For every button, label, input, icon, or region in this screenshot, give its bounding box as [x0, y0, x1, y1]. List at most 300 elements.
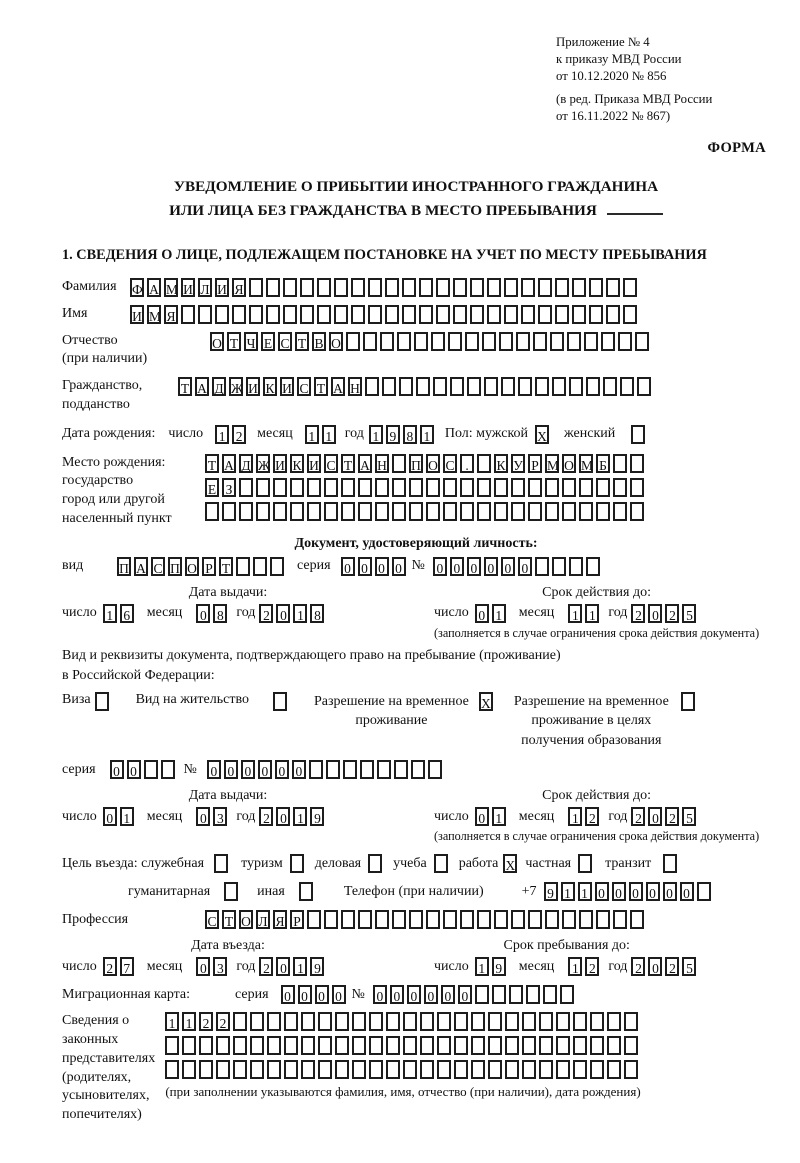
char-cell[interactable] — [216, 1036, 230, 1055]
char-cell[interactable] — [233, 1012, 247, 1031]
char-cell[interactable]: . — [460, 454, 474, 473]
char-cell[interactable] — [182, 1036, 196, 1055]
purpose-private-checkbox[interactable] — [578, 854, 592, 873]
char-cell[interactable]: 0 — [358, 557, 372, 576]
char-cell[interactable]: Ж — [229, 377, 243, 396]
char-cell[interactable]: 0 — [281, 985, 295, 1004]
char-cell[interactable] — [436, 305, 450, 324]
char-cell[interactable] — [358, 910, 372, 929]
char-cell[interactable] — [233, 1036, 247, 1055]
char-cell[interactable]: 0 — [484, 557, 498, 576]
char-cell[interactable] — [613, 502, 627, 521]
char-cell[interactable] — [419, 278, 433, 297]
char-cell[interactable]: И — [130, 305, 144, 324]
char-cell[interactable] — [382, 377, 396, 396]
char-cell[interactable] — [522, 1060, 536, 1079]
char-cell[interactable]: С — [151, 557, 165, 576]
char-cell[interactable]: О — [210, 332, 224, 351]
char-cell[interactable] — [556, 1036, 570, 1055]
purpose-official-checkbox[interactable] — [214, 854, 228, 873]
char-cell[interactable] — [199, 1060, 213, 1079]
char-cell[interactable] — [307, 478, 321, 497]
char-cell[interactable] — [460, 502, 474, 521]
char-cell[interactable] — [470, 278, 484, 297]
purpose-work-checkbox[interactable]: X — [503, 854, 517, 873]
char-cell[interactable]: 2 — [631, 807, 645, 826]
char-cell[interactable] — [618, 332, 632, 351]
char-cell[interactable]: 2 — [631, 604, 645, 623]
char-cell[interactable] — [283, 278, 297, 297]
char-cell[interactable] — [572, 278, 586, 297]
char-cell[interactable] — [326, 760, 340, 779]
char-cell[interactable] — [504, 305, 518, 324]
char-cell[interactable] — [586, 557, 600, 576]
char-cell[interactable]: Т — [178, 377, 192, 396]
char-cell[interactable] — [555, 278, 569, 297]
char-cell[interactable]: С — [297, 377, 311, 396]
char-cell[interactable] — [253, 557, 267, 576]
char-cell[interactable] — [454, 1036, 468, 1055]
char-cell[interactable] — [453, 305, 467, 324]
char-cell[interactable]: 8 — [403, 425, 417, 444]
char-cell[interactable] — [533, 332, 547, 351]
char-cell[interactable]: 0 — [196, 604, 210, 623]
char-cell[interactable]: 1 — [475, 957, 489, 976]
char-cell[interactable]: 2 — [665, 957, 679, 976]
char-cell[interactable] — [453, 278, 467, 297]
char-cell[interactable] — [377, 760, 391, 779]
char-cell[interactable]: 9 — [386, 425, 400, 444]
char-cell[interactable] — [494, 478, 508, 497]
char-cell[interactable] — [613, 478, 627, 497]
char-cell[interactable]: А — [358, 454, 372, 473]
char-cell[interactable] — [488, 1036, 502, 1055]
char-cell[interactable] — [590, 1012, 604, 1031]
char-cell[interactable] — [555, 305, 569, 324]
purpose-transit-checkbox[interactable] — [663, 854, 677, 873]
char-cell[interactable]: О — [562, 454, 576, 473]
char-cell[interactable]: Е — [205, 478, 219, 497]
char-cell[interactable] — [437, 1012, 451, 1031]
char-cell[interactable]: Я — [164, 305, 178, 324]
char-cell[interactable] — [318, 1012, 332, 1031]
char-cell[interactable]: Т — [295, 332, 309, 351]
char-cell[interactable] — [624, 1060, 638, 1079]
char-cell[interactable] — [443, 478, 457, 497]
char-cell[interactable] — [579, 910, 593, 929]
char-cell[interactable] — [494, 910, 508, 929]
char-cell[interactable]: А — [147, 278, 161, 297]
char-cell[interactable] — [477, 478, 491, 497]
char-cell[interactable] — [620, 377, 634, 396]
char-cell[interactable] — [448, 332, 462, 351]
char-cell[interactable] — [409, 478, 423, 497]
char-cell[interactable] — [369, 1012, 383, 1031]
char-cell[interactable]: П — [168, 557, 182, 576]
char-cell[interactable]: 2 — [199, 1012, 213, 1031]
char-cell[interactable]: Я — [232, 278, 246, 297]
char-cell[interactable] — [635, 332, 649, 351]
char-cell[interactable] — [477, 910, 491, 929]
char-cell[interactable] — [402, 278, 416, 297]
char-cell[interactable] — [385, 278, 399, 297]
char-cell[interactable]: 8 — [310, 604, 324, 623]
char-cell[interactable] — [579, 478, 593, 497]
char-cell[interactable]: И — [181, 278, 195, 297]
char-cell[interactable] — [516, 332, 530, 351]
char-cell[interactable]: 1 — [561, 882, 575, 901]
char-cell[interactable] — [352, 1012, 366, 1031]
char-cell[interactable] — [420, 1036, 434, 1055]
char-cell[interactable] — [369, 1060, 383, 1079]
char-cell[interactable]: К — [290, 454, 304, 473]
char-cell[interactable] — [414, 332, 428, 351]
char-cell[interactable]: 9 — [310, 807, 324, 826]
char-cell[interactable] — [443, 502, 457, 521]
char-cell[interactable] — [569, 557, 583, 576]
char-cell[interactable] — [471, 1060, 485, 1079]
char-cell[interactable]: 1 — [585, 604, 599, 623]
char-cell[interactable]: Р — [290, 910, 304, 929]
char-cell[interactable]: 0 — [648, 604, 662, 623]
char-cell[interactable]: 0 — [258, 760, 272, 779]
char-cell[interactable] — [560, 985, 574, 1004]
char-cell[interactable]: Т — [314, 377, 328, 396]
char-cell[interactable] — [624, 1036, 638, 1055]
char-cell[interactable] — [511, 478, 525, 497]
char-cell[interactable] — [318, 1060, 332, 1079]
char-cell[interactable] — [488, 1012, 502, 1031]
char-cell[interactable] — [165, 1060, 179, 1079]
char-cell[interactable]: 0 — [196, 957, 210, 976]
char-cell[interactable]: 1 — [322, 425, 336, 444]
char-cell[interactable]: Б — [596, 454, 610, 473]
char-cell[interactable] — [144, 760, 158, 779]
char-cell[interactable]: 1 — [215, 425, 229, 444]
char-cell[interactable] — [590, 1036, 604, 1055]
temp-residence-edu-checkbox[interactable] — [681, 692, 695, 711]
char-cell[interactable] — [284, 1036, 298, 1055]
char-cell[interactable]: 0 — [501, 557, 515, 576]
purpose-business-checkbox[interactable] — [368, 854, 382, 873]
char-cell[interactable]: 0 — [332, 985, 346, 1004]
char-cell[interactable]: Е — [261, 332, 275, 351]
char-cell[interactable] — [556, 1012, 570, 1031]
char-cell[interactable] — [528, 502, 542, 521]
char-cell[interactable] — [324, 502, 338, 521]
purpose-tourism-checkbox[interactable] — [290, 854, 304, 873]
char-cell[interactable]: 8 — [213, 604, 227, 623]
char-cell[interactable]: 0 — [467, 557, 481, 576]
char-cell[interactable] — [375, 478, 389, 497]
char-cell[interactable] — [368, 278, 382, 297]
char-cell[interactable]: 1 — [492, 807, 506, 826]
char-cell[interactable]: О — [329, 332, 343, 351]
char-cell[interactable]: И — [307, 454, 321, 473]
char-cell[interactable] — [399, 377, 413, 396]
char-cell[interactable] — [324, 478, 338, 497]
char-cell[interactable] — [596, 502, 610, 521]
char-cell[interactable]: 0 — [373, 985, 387, 1004]
char-cell[interactable] — [545, 502, 559, 521]
char-cell[interactable] — [539, 1060, 553, 1079]
char-cell[interactable]: 0 — [518, 557, 532, 576]
char-cell[interactable] — [511, 502, 525, 521]
char-cell[interactable]: 1 — [568, 604, 582, 623]
char-cell[interactable] — [266, 278, 280, 297]
char-cell[interactable]: 5 — [682, 807, 696, 826]
char-cell[interactable] — [300, 278, 314, 297]
char-cell[interactable] — [419, 305, 433, 324]
char-cell[interactable]: 9 — [310, 957, 324, 976]
char-cell[interactable] — [623, 278, 637, 297]
char-cell[interactable]: 0 — [407, 985, 421, 1004]
char-cell[interactable] — [205, 502, 219, 521]
char-cell[interactable] — [475, 985, 489, 1004]
char-cell[interactable] — [386, 1012, 400, 1031]
char-cell[interactable] — [454, 1012, 468, 1031]
char-cell[interactable]: Л — [198, 278, 212, 297]
char-cell[interactable] — [606, 305, 620, 324]
char-cell[interactable] — [420, 1060, 434, 1079]
char-cell[interactable]: 3 — [213, 957, 227, 976]
char-cell[interactable] — [433, 377, 447, 396]
char-cell[interactable] — [363, 332, 377, 351]
char-cell[interactable] — [573, 1060, 587, 1079]
char-cell[interactable]: 2 — [259, 957, 273, 976]
char-cell[interactable] — [573, 1036, 587, 1055]
char-cell[interactable] — [270, 557, 284, 576]
char-cell[interactable] — [606, 278, 620, 297]
char-cell[interactable] — [335, 1036, 349, 1055]
char-cell[interactable]: В — [312, 332, 326, 351]
char-cell[interactable] — [335, 1012, 349, 1031]
char-cell[interactable] — [607, 1060, 621, 1079]
char-cell[interactable]: 0 — [629, 882, 643, 901]
char-cell[interactable]: 5 — [682, 604, 696, 623]
char-cell[interactable] — [318, 1036, 332, 1055]
char-cell[interactable]: 0 — [390, 985, 404, 1004]
char-cell[interactable] — [161, 760, 175, 779]
char-cell[interactable] — [465, 332, 479, 351]
char-cell[interactable] — [420, 1012, 434, 1031]
char-cell[interactable] — [521, 278, 535, 297]
char-cell[interactable] — [562, 478, 576, 497]
char-cell[interactable] — [346, 332, 360, 351]
char-cell[interactable]: М — [147, 305, 161, 324]
char-cell[interactable]: 0 — [196, 807, 210, 826]
char-cell[interactable] — [596, 910, 610, 929]
char-cell[interactable] — [307, 910, 321, 929]
char-cell[interactable]: А — [195, 377, 209, 396]
char-cell[interactable] — [522, 1012, 536, 1031]
char-cell[interactable] — [443, 910, 457, 929]
char-cell[interactable] — [504, 278, 518, 297]
char-cell[interactable] — [488, 1060, 502, 1079]
char-cell[interactable]: Т — [205, 454, 219, 473]
char-cell[interactable]: 0 — [275, 760, 289, 779]
char-cell[interactable] — [552, 377, 566, 396]
char-cell[interactable] — [341, 502, 355, 521]
char-cell[interactable] — [284, 1060, 298, 1079]
char-cell[interactable] — [165, 1036, 179, 1055]
char-cell[interactable] — [431, 332, 445, 351]
char-cell[interactable] — [494, 502, 508, 521]
char-cell[interactable] — [450, 377, 464, 396]
char-cell[interactable]: 0 — [441, 985, 455, 1004]
char-cell[interactable]: 0 — [612, 882, 626, 901]
char-cell[interactable]: С — [443, 454, 457, 473]
char-cell[interactable]: 9 — [492, 957, 506, 976]
char-cell[interactable] — [239, 502, 253, 521]
char-cell[interactable] — [426, 478, 440, 497]
char-cell[interactable]: П — [409, 454, 423, 473]
char-cell[interactable]: 0 — [341, 557, 355, 576]
char-cell[interactable] — [492, 985, 506, 1004]
char-cell[interactable] — [482, 332, 496, 351]
char-cell[interactable]: 1 — [293, 604, 307, 623]
char-cell[interactable]: Н — [375, 454, 389, 473]
char-cell[interactable]: 0 — [680, 882, 694, 901]
char-cell[interactable]: 0 — [424, 985, 438, 1004]
char-cell[interactable]: 1 — [492, 604, 506, 623]
char-cell[interactable]: 2 — [631, 957, 645, 976]
char-cell[interactable] — [487, 278, 501, 297]
char-cell[interactable]: Ж — [256, 454, 270, 473]
char-cell[interactable] — [198, 305, 212, 324]
char-cell[interactable] — [499, 332, 513, 351]
char-cell[interactable] — [301, 1036, 315, 1055]
char-cell[interactable] — [545, 478, 559, 497]
char-cell[interactable] — [375, 502, 389, 521]
char-cell[interactable] — [467, 377, 481, 396]
char-cell[interactable]: А — [222, 454, 236, 473]
char-cell[interactable] — [630, 454, 644, 473]
char-cell[interactable] — [324, 910, 338, 929]
char-cell[interactable]: Д — [239, 454, 253, 473]
char-cell[interactable] — [539, 1036, 553, 1055]
char-cell[interactable]: 0 — [241, 760, 255, 779]
char-cell[interactable] — [352, 1036, 366, 1055]
sex-female-checkbox[interactable] — [631, 425, 645, 444]
char-cell[interactable] — [460, 910, 474, 929]
char-cell[interactable]: 1 — [293, 957, 307, 976]
char-cell[interactable] — [426, 910, 440, 929]
char-cell[interactable]: 0 — [298, 985, 312, 1004]
char-cell[interactable] — [360, 760, 374, 779]
temp-residence-checkbox[interactable]: X — [479, 692, 493, 711]
char-cell[interactable]: 1 — [420, 425, 434, 444]
char-cell[interactable] — [351, 305, 365, 324]
char-cell[interactable]: П — [117, 557, 131, 576]
char-cell[interactable] — [637, 377, 651, 396]
char-cell[interactable] — [290, 502, 304, 521]
char-cell[interactable] — [300, 305, 314, 324]
char-cell[interactable]: 0 — [292, 760, 306, 779]
char-cell[interactable]: 2 — [665, 807, 679, 826]
char-cell[interactable] — [477, 454, 491, 473]
char-cell[interactable] — [543, 985, 557, 1004]
char-cell[interactable]: 0 — [475, 604, 489, 623]
char-cell[interactable]: Д — [212, 377, 226, 396]
char-cell[interactable] — [567, 332, 581, 351]
char-cell[interactable] — [487, 305, 501, 324]
char-cell[interactable] — [250, 1036, 264, 1055]
char-cell[interactable] — [624, 1012, 638, 1031]
char-cell[interactable]: 0 — [207, 760, 221, 779]
char-cell[interactable] — [369, 1036, 383, 1055]
residence-permit-checkbox[interactable] — [273, 692, 287, 711]
char-cell[interactable] — [365, 377, 379, 396]
char-cell[interactable]: 0 — [450, 557, 464, 576]
char-cell[interactable] — [613, 910, 627, 929]
char-cell[interactable] — [539, 1012, 553, 1031]
char-cell[interactable]: 1 — [103, 604, 117, 623]
char-cell[interactable]: 1 — [182, 1012, 196, 1031]
char-cell[interactable]: 0 — [276, 957, 290, 976]
char-cell[interactable]: Ф — [130, 278, 144, 297]
char-cell[interactable] — [283, 305, 297, 324]
char-cell[interactable] — [437, 1060, 451, 1079]
char-cell[interactable]: И — [246, 377, 260, 396]
char-cell[interactable] — [518, 377, 532, 396]
char-cell[interactable] — [256, 478, 270, 497]
char-cell[interactable] — [630, 478, 644, 497]
char-cell[interactable] — [216, 1060, 230, 1079]
char-cell[interactable]: 1 — [578, 882, 592, 901]
char-cell[interactable] — [603, 377, 617, 396]
char-cell[interactable] — [601, 332, 615, 351]
char-cell[interactable] — [589, 278, 603, 297]
char-cell[interactable]: М — [545, 454, 559, 473]
char-cell[interactable]: И — [280, 377, 294, 396]
char-cell[interactable] — [426, 502, 440, 521]
char-cell[interactable]: З — [222, 478, 236, 497]
char-cell[interactable] — [630, 910, 644, 929]
char-cell[interactable] — [397, 332, 411, 351]
char-cell[interactable] — [273, 478, 287, 497]
char-cell[interactable] — [477, 502, 491, 521]
char-cell[interactable] — [596, 478, 610, 497]
char-cell[interactable] — [579, 502, 593, 521]
char-cell[interactable]: 2 — [259, 604, 273, 623]
char-cell[interactable] — [352, 1060, 366, 1079]
char-cell[interactable] — [589, 305, 603, 324]
char-cell[interactable] — [273, 502, 287, 521]
char-cell[interactable] — [232, 305, 246, 324]
char-cell[interactable]: 5 — [682, 957, 696, 976]
char-cell[interactable] — [239, 478, 253, 497]
char-cell[interactable] — [335, 1060, 349, 1079]
char-cell[interactable]: М — [579, 454, 593, 473]
char-cell[interactable] — [409, 502, 423, 521]
char-cell[interactable]: Т — [219, 557, 233, 576]
char-cell[interactable]: К — [263, 377, 277, 396]
char-cell[interactable] — [436, 278, 450, 297]
char-cell[interactable]: А — [134, 557, 148, 576]
purpose-humanitarian-checkbox[interactable] — [224, 882, 238, 901]
char-cell[interactable] — [505, 1036, 519, 1055]
char-cell[interactable]: 0 — [127, 760, 141, 779]
char-cell[interactable] — [402, 305, 416, 324]
char-cell[interactable] — [334, 305, 348, 324]
char-cell[interactable]: 2 — [216, 1012, 230, 1031]
char-cell[interactable] — [590, 1060, 604, 1079]
char-cell[interactable] — [538, 305, 552, 324]
char-cell[interactable] — [552, 557, 566, 576]
char-cell[interactable] — [199, 1036, 213, 1055]
char-cell[interactable] — [528, 910, 542, 929]
